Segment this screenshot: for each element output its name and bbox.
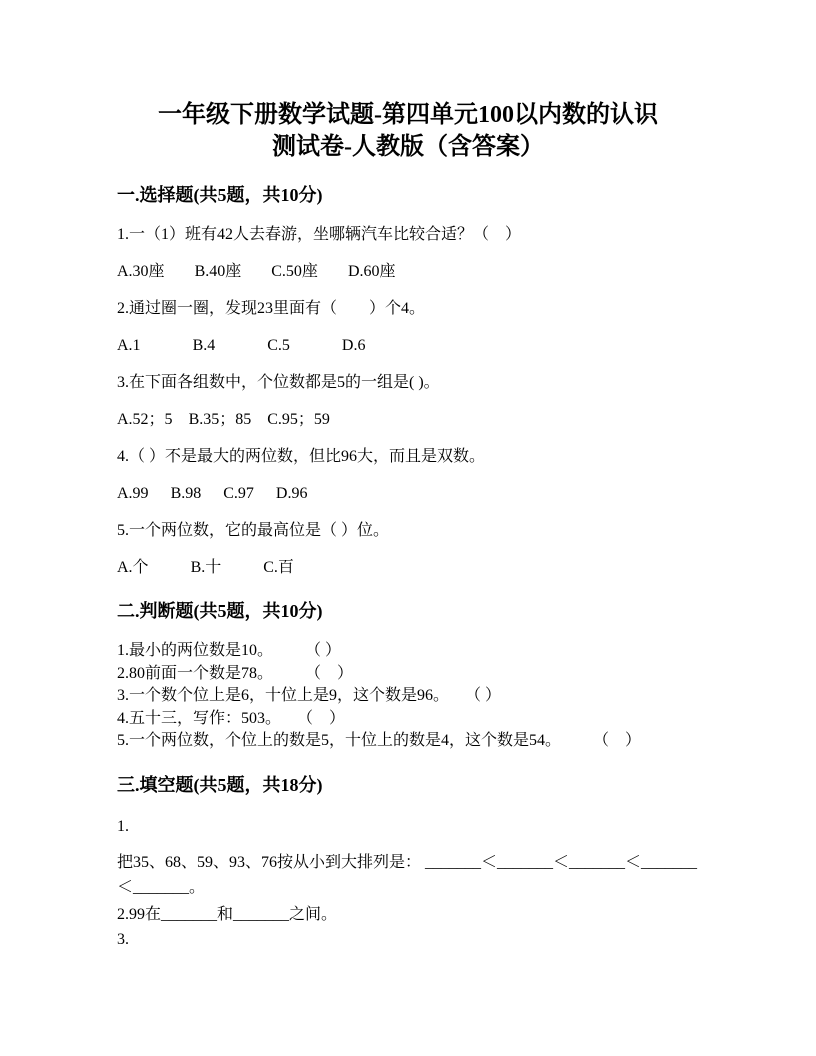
choice-question-5: 5.一个两位数，它的最高位是（ ）位。 bbox=[117, 522, 390, 539]
fill-q1-line-1: 把35、68、59、93、76按从小到大排列是： _______＜_______＜_______＜_______ bbox=[117, 853, 698, 871]
choice-options-4 bbox=[117, 483, 699, 505]
section-fill-heading: 三.填空题(共5题，共18分) bbox=[117, 774, 323, 795]
section-fill bbox=[117, 773, 699, 952]
option-a: A.1 bbox=[117, 337, 141, 354]
option-c: C.5 bbox=[267, 337, 290, 354]
document-title bbox=[117, 99, 699, 163]
fill-question-2: 2.99在_______和_______之间。 bbox=[117, 905, 338, 923]
option-d: D.60座 bbox=[347, 263, 396, 280]
title-line-2: 测试卷-人教版（含答案） bbox=[272, 134, 544, 160]
fill-question-3-number: 3. bbox=[117, 930, 129, 948]
option-a: A.30座 bbox=[117, 263, 165, 280]
section-choice-heading: 一.选择题(共5题，共10分) bbox=[117, 185, 323, 205]
section-judge bbox=[117, 599, 699, 753]
judge-question-1: 1.最小的两位数是10。 （ ） bbox=[117, 642, 342, 659]
judge-question-5: 5.一个两位数，个位上的数是5，十位上的数是4，这个数是54。 （ ） bbox=[117, 732, 642, 749]
choice-options-3 bbox=[117, 409, 699, 431]
judge-question-2: 2.80前面一个数是78。 （ ） bbox=[117, 664, 354, 682]
fill-question-1-number: 1. bbox=[117, 817, 129, 835]
option-a: A.52；5 bbox=[117, 411, 173, 428]
option-c: C.97 bbox=[223, 485, 254, 502]
option-b: B.35；85 bbox=[188, 411, 252, 428]
option-b: B.十 bbox=[190, 559, 222, 576]
option-c: C.95；59 bbox=[267, 411, 330, 428]
fill-question-1-text bbox=[117, 850, 699, 900]
choice-question-1: 1.一（1）班有42人去春游，坐哪辆汽车比较合适？（ ） bbox=[117, 226, 522, 243]
choice-options-5 bbox=[117, 557, 699, 579]
choice-question-2: 2.通过圈一圈，发现23里面有（ ）个4。 bbox=[117, 300, 426, 317]
option-d: D.6 bbox=[341, 337, 366, 354]
option-d: D.96 bbox=[275, 485, 308, 502]
choice-question-4: 4.（ ）不是最大的两位数，但比96大，而且是双数。 bbox=[117, 448, 486, 465]
judge-question-3: 3.一个数个位上是6，十位上是9，这个数是96。 （ ） bbox=[117, 687, 502, 704]
option-b: B.4 bbox=[192, 337, 216, 354]
option-b: B.40座 bbox=[194, 263, 242, 280]
choice-question-3: 3.在下面各组数中，个位数都是5的一组是( )。 bbox=[117, 374, 440, 391]
judge-question-4: 4.五十三，写作：503。 （ ） bbox=[117, 709, 346, 727]
option-b: B.98 bbox=[170, 485, 202, 502]
option-a: A.99 bbox=[117, 485, 149, 502]
choice-options-1 bbox=[117, 261, 699, 283]
fill-q1-line-2: ＜_______。 bbox=[117, 878, 206, 896]
option-a: A.个 bbox=[117, 559, 149, 576]
section-judge-heading: 二.判断题(共5题，共10分) bbox=[117, 601, 323, 621]
option-c: C.百 bbox=[263, 559, 294, 576]
choice-options-2 bbox=[117, 335, 699, 357]
section-choice bbox=[117, 183, 699, 579]
title-line-1: 一年级下册数学试题-第四单元100以内数的认识 bbox=[158, 102, 658, 128]
option-c: C.50座 bbox=[271, 263, 318, 280]
